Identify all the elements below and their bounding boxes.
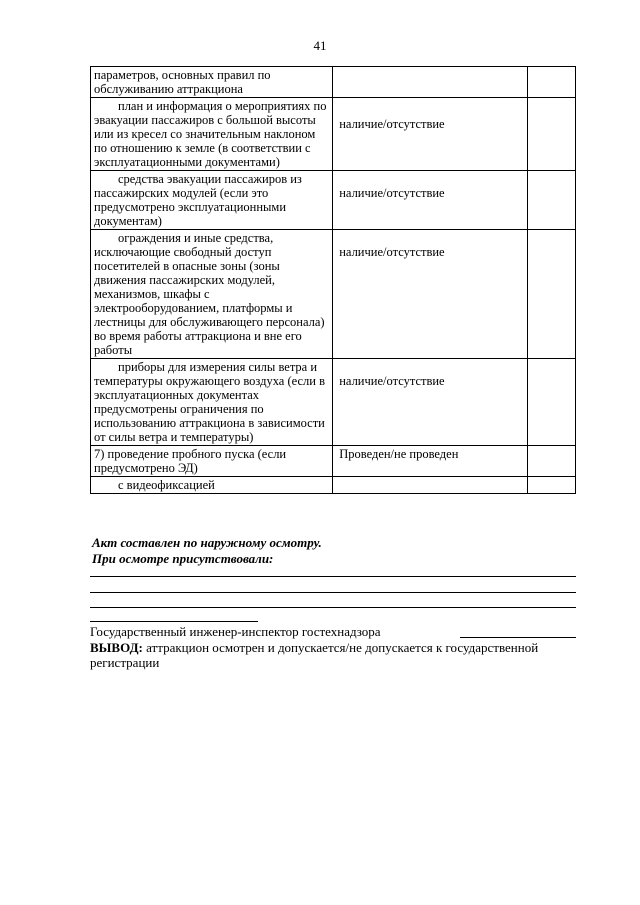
value-text: наличие/отсутствие [339,245,445,259]
extra-cell [528,230,576,359]
conclusion-label: ВЫВОД: [90,640,143,655]
value-cell [333,359,528,446]
extra-cell [528,67,576,98]
inspection-table [90,66,576,494]
table-row [91,67,576,98]
item-cell: приборы для измерения силы ветра и температуры окружающего воздуха (если в эксплуатационных документах предусмотрены ограничения по использованию аттракциона в зависимости от силы ветра и температуры) [91,359,333,446]
present-label: При осмотре присутствовали: [92,551,274,566]
conclusion-text: аттракцион осмотрен и допускается/не допускается к государственной регистрации [90,640,539,670]
value-text: наличие/отсутствие [339,374,445,388]
conclusion [90,640,560,670]
signature-line [90,621,258,622]
value-cell [333,230,528,359]
value-cell [333,477,528,494]
item-cell: 7) проведение пробного пуска (если предусмотрено ЭД) [91,446,333,477]
table-row [91,477,576,494]
value-text: наличие/отсутствие [339,186,445,200]
extra-cell [528,171,576,230]
value-cell [333,171,528,230]
item-cell: средства эвакуации пассажиров из пассажирских модулей (если это предусмотрено эксплуатационными документам) [91,171,333,230]
value-cell [333,98,528,171]
value-text: наличие/отсутствие [339,117,445,131]
extra-cell [528,446,576,477]
extra-cell [528,359,576,446]
item-cell: параметров, основных правил по обслуживанию аттракциона [91,67,333,98]
page-number: 41 [313,38,327,53]
value-cell [333,67,528,98]
table-row [91,230,576,359]
value-cell: Проведен/не проведен [333,446,528,477]
table-row [91,446,576,477]
item-cell: с видеофиксацией [91,477,333,494]
signature-line [90,607,576,608]
extra-cell [528,98,576,171]
act-note: Акт составлен по наружному осмотру. [92,535,322,550]
signature-line [90,576,576,577]
table-row [91,98,576,171]
inspector-label: Государственный инженер-инспектор гостехнадзора [90,624,381,639]
item-cell: ограждения и иные средства, исключающие свободный доступ посетителей в опасные зоны (зоны движения пассажирских модулей, механизмов, шкафы с электрооборудованием, платформы и лестницы для обслуживающего персонала) во время работы аттракциона и вне его работы [91,230,333,359]
inspector-signature-line [460,637,576,638]
table-row [91,359,576,446]
extra-cell [528,477,576,494]
signature-line [90,592,576,593]
table-row [91,171,576,230]
item-cell: план и информация о мероприятиях по эвакуации пассажиров с большой высоты или из кресел со значительным наклоном по отношению к земле (в соответствии с эксплуатационными документами) [91,98,333,171]
